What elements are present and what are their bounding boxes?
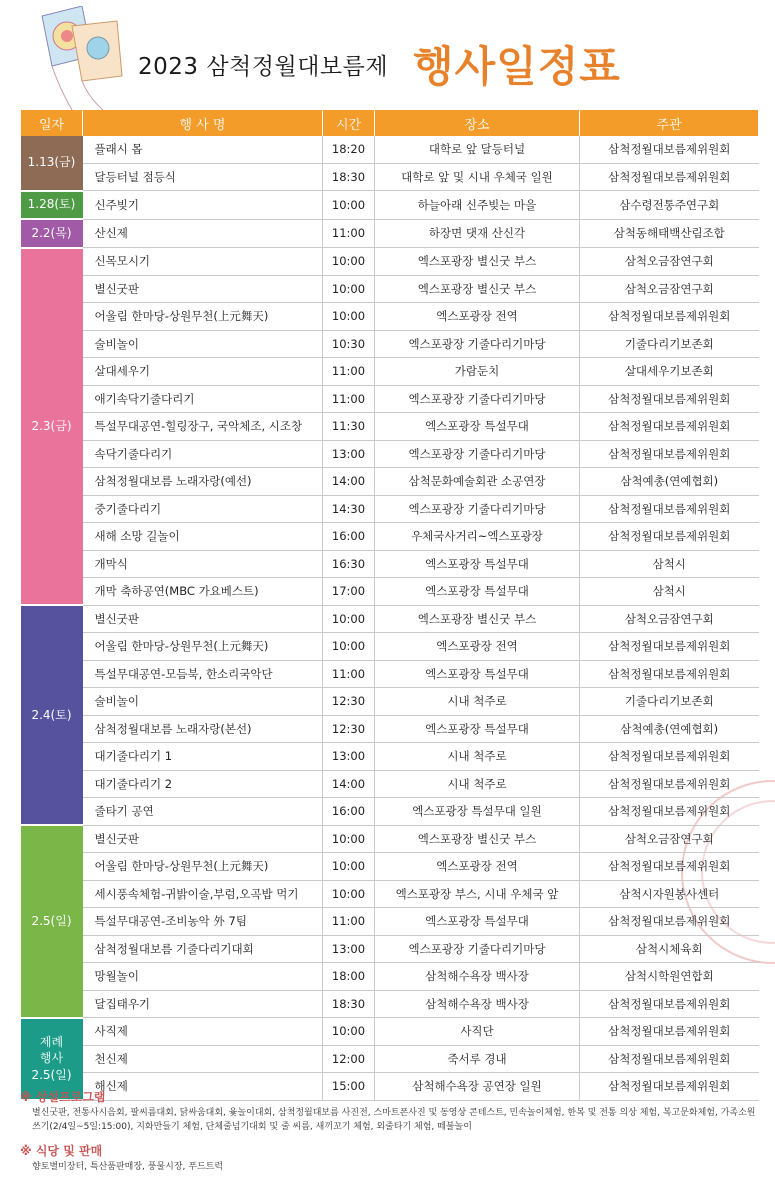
table-row [21,550,759,578]
table-row [21,413,759,441]
time-cell: 10:00 [323,853,375,881]
place-cell: 엑스포광장 특설무대 [375,550,580,578]
event-name-cell: 망월놀이 [83,963,323,991]
time-cell: 13:00 [323,935,375,963]
page-header [0,0,775,108]
table-row [21,1018,759,1046]
place-cell: 엑스포광장 별신굿 부스 [375,248,580,276]
organizer-cell: 삼척시체육회 [580,935,759,963]
organizer-cell: 삼척예총(연예협회) [580,715,759,743]
time-cell: 10:00 [323,880,375,908]
place-cell: 엑스포광장 기줄다리기마당 [375,935,580,963]
organizer-cell: 기줄다리기보존회 [580,330,759,358]
time-cell: 16:30 [323,550,375,578]
event-name-cell: 삼척정월대보름 노래자랑(예선) [83,468,323,496]
organizer-cell: 삼척정월대보름제위원회 [580,798,759,826]
event-name-cell: 플래시 몹 [83,136,323,163]
table-row [21,136,759,163]
time-cell: 11:00 [323,219,375,248]
event-name-cell: 신주빚기 [83,191,323,220]
time-cell: 16:00 [323,798,375,826]
place-cell: 우체국사거리~엑스포광장 [375,523,580,551]
organizer-cell: 삼척정월대보름제위원회 [580,1018,759,1046]
time-cell: 14:00 [323,770,375,798]
table-body [21,136,759,1100]
place-cell: 사직단 [375,1018,580,1046]
food-sales-text: 향토별미장터, 특산품판매장, 풍물시장, 푸드트럭 [32,1162,224,1172]
place-cell: 죽서루 경내 [375,1045,580,1073]
place-cell: 엑스포광장 전역 [375,633,580,661]
place-cell: 대학로 앞 달등터널 [375,136,580,163]
table-row [21,495,759,523]
event-name-cell: 사직제 [83,1018,323,1046]
place-cell: 엑스포광장 부스, 시내 우체국 앞 [375,880,580,908]
event-name-cell: 삼척정월대보름 노래자랑(본선) [83,715,323,743]
table-row [21,880,759,908]
time-cell: 11:00 [323,908,375,936]
table-row [21,1045,759,1073]
notes-section [20,1088,760,1183]
time-cell: 11:00 [323,385,375,413]
place-cell: 시내 척주로 [375,688,580,716]
food-sales-title: ※ 식당 및 판매 [20,1144,103,1158]
date-cell: 2.2(목) [21,219,83,248]
table-row [21,660,759,688]
time-cell: 16:00 [323,523,375,551]
organizer-cell: 삼척정월대보름제위원회 [580,495,759,523]
organizer-cell: 삼척정월대보름제위원회 [580,136,759,163]
event-name-cell: 줄타기 공연 [83,798,323,826]
time-cell: 18:20 [323,136,375,163]
table-row [21,908,759,936]
place-cell: 엑스포광장 기줄다리기마당 [375,385,580,413]
organizer-cell: 삼척동해태백산림조합 [580,219,759,248]
event-name-cell: 새해 소망 길놀이 [83,523,323,551]
organizer-cell: 삼척정월대보름제위원회 [580,385,759,413]
place-cell: 삼척해수욕장 백사장 [375,963,580,991]
time-cell: 14:30 [323,495,375,523]
event-name-cell: 별신굿판 [83,275,323,303]
table-row [21,468,759,496]
organizer-cell: 삼척시학원연합회 [580,963,759,991]
place-cell: 삼척문화예술회관 소공연장 [375,468,580,496]
table-row [21,770,759,798]
table-row [21,990,759,1018]
time-cell: 18:00 [323,963,375,991]
time-cell: 10:00 [323,191,375,220]
organizer-cell: 삼척정월대보름제위원회 [580,853,759,881]
time-cell: 10:00 [323,605,375,633]
place-cell: 엑스포광장 기줄다리기마당 [375,440,580,468]
time-cell: 11:00 [323,660,375,688]
organizer-cell: 삼척정월대보름제위원회 [580,990,759,1018]
table-row [21,963,759,991]
place-cell: 엑스포광장 별신굿 부스 [375,605,580,633]
table-row [21,385,759,413]
table-row [21,523,759,551]
event-name-cell: 별신굿판 [83,605,323,633]
table-row [21,715,759,743]
header-time: 시간 [323,110,375,136]
table-row [21,275,759,303]
schedule-table [20,110,759,1101]
event-name-cell: 별신굿판 [83,825,323,853]
time-cell: 10:00 [323,633,375,661]
table-row [21,219,759,248]
organizer-cell: 삼척정월대보름제위원회 [580,303,759,331]
date-cell: 2.3(금) [21,248,83,606]
event-name-cell: 개막식 [83,550,323,578]
table-row [21,578,759,606]
organizer-cell: 삼척정월대보름제위원회 [580,523,759,551]
time-cell: 13:00 [323,743,375,771]
time-cell: 18:30 [323,990,375,1018]
table-row [21,743,759,771]
place-cell: 하늘아래 신주빚는 마을 [375,191,580,220]
place-cell: 시내 척주로 [375,770,580,798]
organizer-cell: 삼척정월대보름제위원회 [580,908,759,936]
place-cell: 엑스포광장 특설무대 [375,660,580,688]
table-row [21,248,759,276]
event-name-cell: 해신제 [83,1073,323,1101]
organizer-cell: 삼척오금잠연구회 [580,825,759,853]
organizer-cell: 살대세우기보존회 [580,358,759,386]
organizer-cell: 삼척정월대보름제위원회 [580,743,759,771]
organizer-cell: 삼척정월대보름제위원회 [580,660,759,688]
time-cell: 10:00 [323,1018,375,1046]
event-name-cell: 중기줄다리기 [83,495,323,523]
event-name-cell: 술비놀이 [83,688,323,716]
table-row [21,688,759,716]
table-row [21,191,759,220]
kite-illustration-icon [22,6,132,126]
event-name-cell: 달등터널 점등식 [83,163,323,191]
date-cell: 2.4(토) [21,605,83,825]
table-row [21,798,759,826]
event-name-cell: 천신제 [83,1045,323,1073]
header-event: 행 사 명 [83,110,323,136]
organizer-cell: 삼척시 [580,578,759,606]
organizer-cell: 삼척정월대보름제위원회 [580,633,759,661]
table-row [21,358,759,386]
place-cell: 시내 척주로 [375,743,580,771]
organizer-cell: 삼척정월대보름제위원회 [580,1073,759,1101]
place-cell: 엑스포광장 전역 [375,303,580,331]
organizer-cell: 삼척오금잠연구회 [580,605,759,633]
date-cell: 1.13(금) [21,136,83,191]
header-date: 일자 [21,110,83,136]
time-cell: 10:00 [323,303,375,331]
place-cell: 삼척해수욕장 공연장 일원 [375,1073,580,1101]
table-row [21,163,759,191]
event-name-cell: 신목모시기 [83,248,323,276]
time-cell: 17:00 [323,578,375,606]
organizer-cell: 기줄다리기보존회 [580,688,759,716]
place-cell: 엑스포광장 별신굿 부스 [375,825,580,853]
place-cell: 엑스포광장 별신굿 부스 [375,275,580,303]
organizer-cell: 삼척정월대보름제위원회 [580,413,759,441]
event-name-cell: 대기줄다리기 1 [83,743,323,771]
event-name-cell: 특설무대공연-힐링장구, 국악체조, 시조창 [83,413,323,441]
date-cell: 1.28(토) [21,191,83,220]
event-name-cell: 술비놀이 [83,330,323,358]
organizer-cell: 삼척오금잠연구회 [580,248,759,276]
time-cell: 18:30 [323,163,375,191]
event-name-cell: 달집태우기 [83,990,323,1018]
time-cell: 12:00 [323,1045,375,1073]
place-cell: 엑스포광장 특설무대 [375,413,580,441]
time-cell: 14:00 [323,468,375,496]
table-row [21,303,759,331]
table-row [21,605,759,633]
organizer-cell: 삼척시자원봉사센터 [580,880,759,908]
place-cell: 엑스포광장 기줄다리기마당 [375,495,580,523]
organizer-cell: 삼척시 [580,550,759,578]
date-cell: 2.5(일) [21,825,83,1018]
header-organizer: 주관 [580,110,759,136]
organizer-cell: 삼척오금잠연구회 [580,275,759,303]
event-name-cell: 어울림 한마당-상원무천(上元舞天) [83,633,323,661]
event-name-cell: 어울림 한마당-상원무천(上元舞天) [83,853,323,881]
table-row [21,853,759,881]
table-row [21,935,759,963]
time-cell: 10:00 [323,248,375,276]
organizer-cell: 삼척정월대보름제위원회 [580,440,759,468]
place-cell: 엑스포광장 특설무대 일원 [375,798,580,826]
table-row [21,633,759,661]
event-name-cell: 삼척정월대보름 기줄다리기대회 [83,935,323,963]
organizer-cell: 삼척정월대보름제위원회 [580,163,759,191]
time-cell: 13:00 [323,440,375,468]
place-cell: 엑스포광장 특설무대 [375,578,580,606]
date-cell: 제례 행사 2.5(일) [21,1018,83,1101]
event-name-cell: 살대세우기 [83,358,323,386]
place-cell: 엑스포광장 특설무대 [375,715,580,743]
time-cell: 10:00 [323,275,375,303]
time-cell: 15:00 [323,1073,375,1101]
event-name-cell: 특설무대공연-조비농악 外 7팀 [83,908,323,936]
event-name-cell: 어울림 한마당-상원무천(上元舞天) [83,303,323,331]
time-cell: 11:00 [323,358,375,386]
event-name-cell: 산신제 [83,219,323,248]
event-name-cell: 개막 축하공연(MBC 가요베스트) [83,578,323,606]
table-row [21,330,759,358]
organizer-cell: 삼수령전통주연구회 [580,191,759,220]
event-name-cell: 대기줄다리기 2 [83,770,323,798]
permanent-program-title: ※ 상설프로그램 [20,1090,106,1104]
organizer-cell: 삼척정월대보름제위원회 [580,770,759,798]
place-cell: 대학로 앞 및 시내 우체국 일원 [375,163,580,191]
organizer-cell: 삼척정월대보름제위원회 [580,1045,759,1073]
place-cell: 엑스포광장 전역 [375,853,580,881]
permanent-program-text: 별신굿판, 전통사시음회, 팔씨름대회, 닭싸움대회, 윷놀이대회, 삼척정월대보름 사진전, 스마트폰사진 및 동영상 콘테스트, 민속놀이체험, 한복 및 전통 의상 체험, 복고문화체험, 가족소원쓰기(2/4일~5일:15:00), 지화만들기 체험, 단체줄넘기대회 및 줄 씨름, 새끼꼬기 체험, 외줄타기 체험, 떼불놀이 [32,1108,756,1132]
time-cell: 10:00 [323,825,375,853]
title-prefix: 2023 삼척정월대보름제 [138,54,389,80]
event-name-cell: 특설무대공연-모듬북, 한소리국악단 [83,660,323,688]
page-title: 행사일정표 [413,42,621,91]
place-cell: 하장면 댓재 산신각 [375,219,580,248]
time-cell: 11:30 [323,413,375,441]
place-cell: 가람둔치 [375,358,580,386]
event-name-cell: 속닥기줄다리기 [83,440,323,468]
event-name-cell: 애기속닥기줄다리기 [83,385,323,413]
organizer-cell: 삼척예총(연예협회) [580,468,759,496]
header-place: 장소 [375,110,580,136]
table-row [21,440,759,468]
table-header-row [21,110,759,136]
place-cell: 엑스포광장 기줄다리기마당 [375,330,580,358]
place-cell: 삼척해수욕장 백사장 [375,990,580,1018]
event-name-cell: 세시풍속체험-귀밝이술,부럼,오곡밥 먹기 [83,880,323,908]
time-cell: 12:30 [323,688,375,716]
time-cell: 12:30 [323,715,375,743]
time-cell: 10:30 [323,330,375,358]
table-row [21,825,759,853]
place-cell: 엑스포광장 특설무대 [375,908,580,936]
